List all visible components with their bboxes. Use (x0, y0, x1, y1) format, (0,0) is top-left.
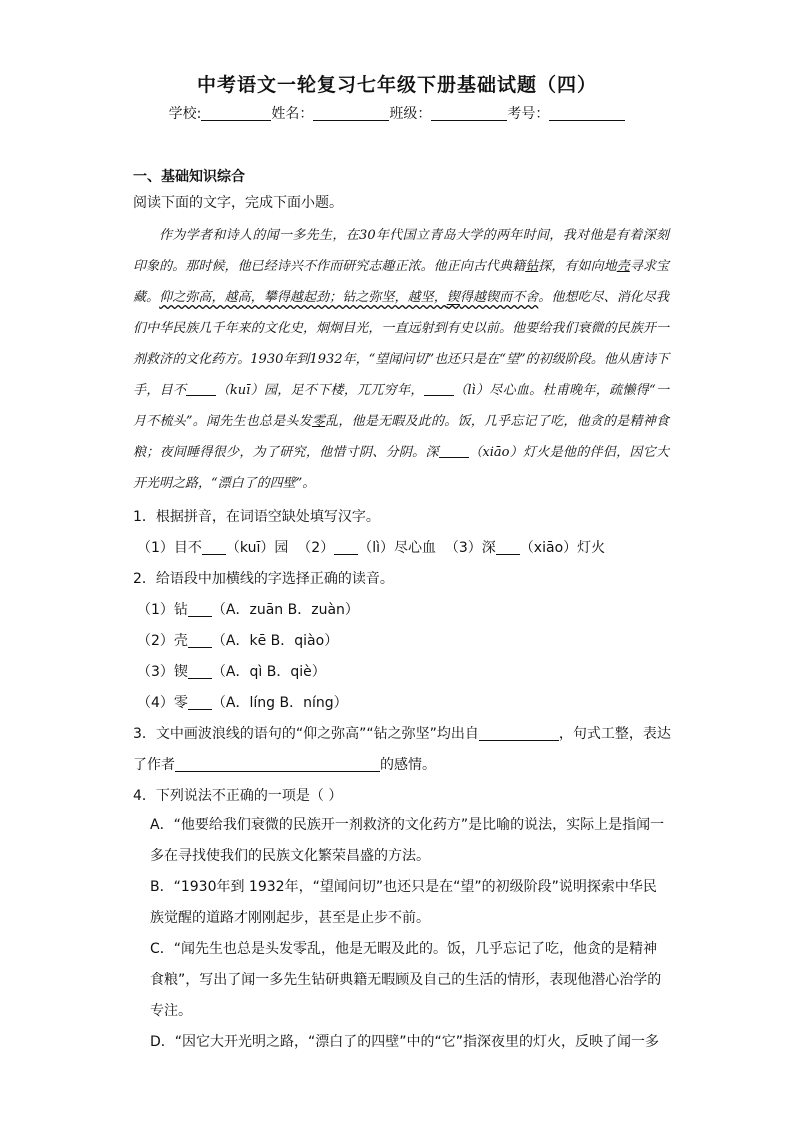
q1-item-1-pinyin: （kuī）园 (225, 540, 289, 556)
passage-text: 作为学者和诗人的闻一多先生，在30年代国立青岛大学的两年时间，我对他是有着深刻印象的。那时候，他已经诗兴不作而研究志趣正浓。他正向古代典籍 (133, 228, 669, 274)
q3-text: ，句式工整，表达 (558, 726, 671, 742)
passage-text: 乱，他是无暇及此的。饭，几乎忘记了吃，他贪的是精神食粮；夜间睡得很少，为了研究，他惜寸阴、分阴。深 (133, 414, 669, 460)
q1-item-1-label: （1）目不 (137, 540, 202, 556)
q3-text: 了作者 (133, 757, 175, 773)
q2-option-3-choices: （A．qì B．qiè） (211, 664, 326, 680)
q3-blank-emotion[interactable] (175, 757, 380, 772)
q2-option-1-label: （1）钻 (137, 602, 188, 618)
q2-option-3-label: （3）锲 (137, 664, 188, 680)
q3-blank-source[interactable] (479, 726, 559, 741)
passage-text: 。他想吃尽、消化尽我们中华民族几千年来的文化史，炯炯目光，一直远射到有史以前。他要给我们衰微的民族开一剂救济的文化药方。1930年到1932年，“望闻问切”也还只是在“望”的初级阶段。他从唐诗下手，目不 (133, 290, 669, 398)
passage-text: 寻求宝藏。 (133, 259, 669, 305)
passage-text: 园，足不下楼，兀兀穷年， (263, 383, 424, 398)
reading-instruction: 阅读下面的文字，完成下面小题。 (133, 195, 343, 211)
q1-item-2-pinyin: （lì）尽心血 (358, 540, 436, 556)
name-field[interactable] (313, 106, 389, 121)
q2-blank-2[interactable] (188, 633, 212, 648)
underlined-char-qie: 锲 (446, 290, 460, 305)
passage-paragraph (133, 220, 669, 499)
q1-item-3-pinyin: （xiāo）灯火 (519, 540, 606, 556)
question-4-stem: 4．下列说法不正确的一项是（ ） (133, 788, 343, 804)
q2-option-2-label: （2）壳 (137, 633, 188, 649)
class-label: 班级： (389, 106, 432, 122)
q4-option-c[interactable]: C．“闻先生也总是头发零乱，他是无暇及此的。饭，几乎忘记了吃，他贪的是精神食粮”，写出了闻一多先生钻研典籍无暇顾及自己的生活的情形，表现他潜心治学的专注。 (150, 941, 662, 1019)
name-label: 姓名： (271, 106, 314, 122)
q1-blank-1[interactable] (202, 540, 226, 555)
q2-option-2 (137, 630, 338, 650)
q2-blank-3[interactable] (188, 664, 212, 679)
question-1-stem: 1．根据拼音，在词语空缺处填写汉字。 (133, 509, 380, 525)
reading-passage (133, 220, 669, 499)
underlined-char-ling: 零 (311, 414, 326, 429)
question-2-stem: 2．给语段中加横线的字选择正确的读音。 (133, 571, 394, 587)
q4-option-b[interactable]: B．“1930年到 1932年，“望闻问切”也还只是在“望”的初级阶段”说明探索中华民族觉醒的道路才刚刚起步，甚至是止步不前。 (150, 879, 657, 926)
wavy-underlined-sentence (159, 290, 538, 305)
pinyin-li: （lì） (453, 383, 490, 398)
q4-option-d[interactable]: D．“因它大开光明之路，“漂白了的四壁”中的“它”指深夜里的灯火，反映了闻一多 (150, 1034, 660, 1050)
q3-text: 3．文中画波浪线的语句的“仰之弥高”“钻之弥坚”均出自 (133, 726, 479, 742)
question-1-items (137, 537, 605, 557)
q2-option-4 (137, 692, 348, 712)
question-3-line-1 (133, 723, 671, 743)
underlined-char-qiao: 壳 (616, 259, 630, 274)
student-info-line (0, 103, 794, 123)
question-3-line-2 (133, 754, 436, 774)
exam-no-field[interactable] (549, 106, 625, 121)
pinyin-kui: （kuī） (216, 383, 264, 398)
q2-option-3 (137, 661, 326, 681)
section-heading: 一、基础知识综合 (133, 169, 245, 185)
q2-option-1 (137, 599, 359, 619)
pinyin-xiao: （xiāo） (468, 445, 524, 460)
school-label: 学校: (168, 106, 202, 122)
q3-text: 的感情。 (380, 757, 436, 773)
exam-no-label: 考号： (507, 106, 550, 122)
wavy-text-end: 得越锲而不舍 (459, 290, 539, 305)
q2-option-4-label: （4）零 (137, 695, 188, 711)
underlined-char-zuan: 钻 (525, 259, 539, 274)
q1-item-3-label: （3）深 (444, 540, 496, 556)
class-field[interactable] (431, 106, 507, 121)
q1-item-2-label: （2） (297, 540, 335, 556)
q2-blank-1[interactable] (188, 602, 212, 617)
wavy-text: 仰之弥高，越高，攀得越起劲；钻之弥坚，越坚， (159, 290, 447, 305)
school-field[interactable] (201, 106, 271, 121)
passage-text: 尽心血。杜甫晚年，疏懒得“一月不梳头”。闻先生也总是头发 (133, 383, 669, 429)
q4-option-a[interactable]: A．“他要给我们衰微的民族开一剂救济的文化药方”是比喻的说法，实际上是指闻一多在寻找使我们的民族文化繁荣昌盛的方法。 (150, 817, 665, 864)
q2-blank-4[interactable] (188, 695, 212, 710)
passage-text: 探，有如向地 (538, 259, 617, 274)
passage-text: 灯火是他的伴侣，因它大开光明之路，“漂白了的四壁”。 (133, 445, 669, 491)
q2-option-2-choices: （A．kē B．qiào） (211, 633, 339, 649)
q2-option-4-choices: （A．líng B．níng） (211, 695, 348, 711)
q1-blank-2[interactable] (334, 540, 358, 555)
q1-blank-3[interactable] (496, 540, 520, 555)
page-title: 中考语文一轮复习七年级下册基础试题（四） (196, 74, 597, 96)
blank-xiao[interactable] (439, 444, 469, 458)
blank-li[interactable] (424, 382, 454, 396)
blank-kui[interactable] (186, 382, 216, 396)
q2-option-1-choices: （A．zuān B．zuàn） (211, 602, 359, 618)
